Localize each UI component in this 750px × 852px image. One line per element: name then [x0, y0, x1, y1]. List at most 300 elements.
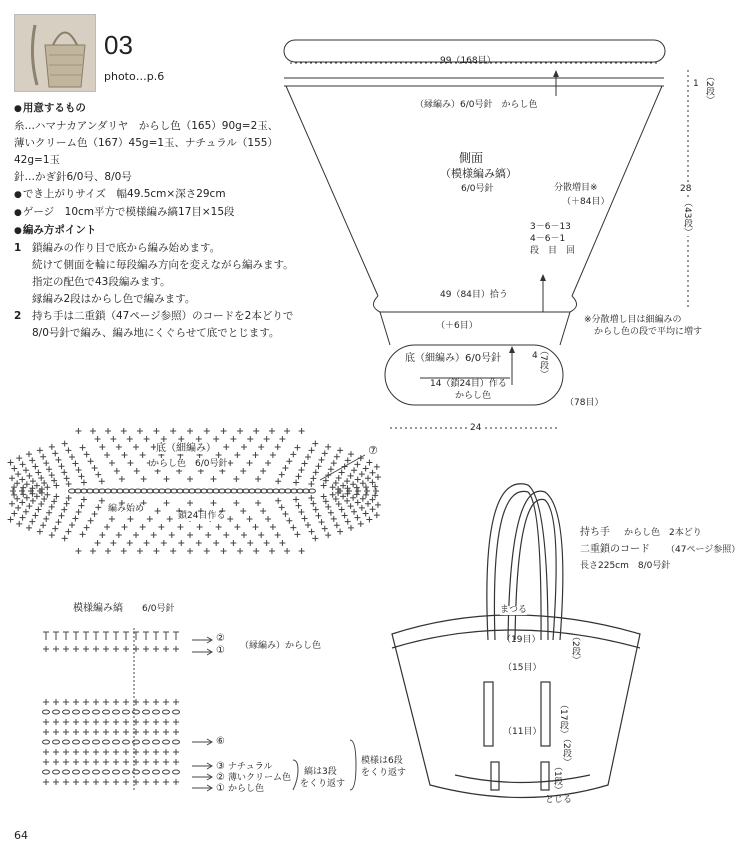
stitch-mark	[322, 526, 328, 532]
stitch-mark	[140, 452, 146, 458]
stitch-mark	[247, 516, 253, 522]
base-chart-color: からし色 6/0号針	[150, 459, 228, 469]
stitch-mark	[143, 646, 149, 652]
stitch-mark	[105, 548, 111, 554]
stitch-mark	[286, 458, 292, 464]
stitch-mark	[253, 548, 259, 554]
stitch-mark	[345, 485, 351, 491]
stitch-mark	[233, 500, 239, 506]
stitch-mark	[20, 515, 26, 521]
handle-19-stitches: （19目）	[502, 635, 541, 645]
handle-color: からし色 2本どり	[624, 528, 702, 538]
stitch-mark	[365, 475, 371, 481]
stitch-mark	[363, 511, 369, 517]
stitch-chart-hook: 6/0号針	[142, 604, 175, 614]
stitch-mark	[55, 519, 61, 525]
stitch-mark	[173, 729, 179, 735]
pattern-number: 03	[104, 30, 133, 60]
stitch-mark	[16, 521, 22, 527]
stitch-mark	[114, 468, 120, 474]
materials-title: ● 用意するもの	[14, 100, 344, 118]
stitch-mark	[319, 519, 325, 525]
stitch-mark	[49, 532, 55, 538]
stitch-mark	[123, 719, 129, 725]
stitch-mark	[26, 525, 32, 531]
stitch-mark	[83, 749, 89, 755]
stitch-mark	[355, 477, 361, 483]
base-title: 底（細編み）6/0号針	[405, 353, 502, 364]
chain-mark	[93, 740, 100, 744]
stitch-mark	[163, 719, 169, 725]
stitch-mark	[23, 467, 29, 473]
stitch-mark	[360, 496, 366, 502]
edge-label: （縁編み）6/0号針 からし色	[415, 100, 538, 110]
yarn-line-1: 糸…ハマナカアンダリヤ からし色（165）90g=2玉、	[14, 120, 279, 132]
base-chain-label: 14（鎖24目）作る	[430, 379, 507, 389]
step-1-text-c: 指定の配色で43段編みます。	[32, 276, 171, 288]
stitch-mark	[374, 512, 380, 518]
stitch-mark	[80, 531, 86, 537]
chain-mark	[83, 710, 90, 714]
top-width-label: 99（168目）	[440, 56, 496, 66]
stitch-mark	[153, 779, 159, 785]
stitch-mark	[103, 719, 109, 725]
stitch-mark	[337, 529, 343, 535]
stitch-mark	[76, 509, 82, 515]
stitch-mark	[16, 455, 22, 461]
stitch-mark	[43, 646, 49, 652]
stitch-mark	[328, 510, 334, 516]
stitch-mark	[173, 719, 179, 725]
stitch-mark	[227, 516, 233, 522]
chain-mark	[113, 770, 120, 774]
stitch-mark	[370, 470, 376, 476]
stitch-mark	[258, 444, 264, 450]
stitch-mark	[127, 540, 133, 546]
stitch-mark	[237, 428, 243, 434]
stitch-mark	[116, 532, 122, 538]
stitch-mark	[204, 548, 210, 554]
tall-stitch-mark	[83, 632, 89, 640]
stitch-mark	[279, 472, 285, 478]
side-pattern: （模様編み縞）	[440, 167, 517, 180]
stitch-mark	[61, 507, 67, 513]
stitch-mark	[253, 524, 259, 530]
stitch-mark	[178, 436, 184, 442]
stitch-mark	[95, 472, 101, 478]
stitch-mark	[113, 759, 119, 765]
stitch-mark	[43, 749, 49, 755]
stitch-mark	[247, 436, 253, 442]
stitch-mark	[43, 699, 49, 705]
stitch-mark	[240, 468, 246, 474]
stitch-mark	[63, 646, 69, 652]
color-cream: 薄いクリーム色	[228, 773, 292, 783]
stitch-mark	[350, 495, 356, 501]
stitch-mark	[153, 548, 159, 554]
side-hook: 6/0号針	[461, 184, 494, 194]
stitch-mark	[309, 447, 315, 453]
stitch-mark	[308, 495, 314, 501]
stitch-mark	[161, 540, 167, 546]
tall-stitch-mark	[63, 632, 69, 640]
stitch-mark	[123, 646, 129, 652]
stitch-mark	[93, 749, 99, 755]
stitch-mark	[73, 759, 79, 765]
stitch-mark	[127, 460, 133, 466]
stitch-mark	[345, 491, 351, 497]
stitch-mark	[52, 526, 58, 532]
stitch-mark	[173, 779, 179, 785]
handle-cord: 二重鎖のコード	[580, 544, 650, 555]
stitch-mark	[282, 465, 288, 471]
stitch-mark	[53, 729, 59, 735]
chain-mark	[83, 740, 90, 744]
stitch-mark	[46, 510, 52, 516]
stitch-mark	[355, 499, 361, 505]
stitch-mark	[363, 492, 369, 498]
stitch-mark	[369, 497, 375, 503]
stitch-mark	[32, 464, 38, 470]
stitch-mark	[163, 759, 169, 765]
note-line-1: ※分散増し目は細編みの	[584, 315, 682, 325]
stitch-mark	[313, 507, 319, 513]
chain-mark	[123, 770, 130, 774]
stitch-mark	[58, 513, 64, 519]
stitch-mark	[53, 749, 59, 755]
chain-mark	[123, 740, 130, 744]
stitch-mark	[103, 749, 109, 755]
stitch-mark	[294, 531, 300, 537]
stitch-mark	[164, 500, 170, 506]
stitch-mark	[258, 532, 264, 538]
stitch-mark	[234, 452, 240, 458]
stitch-mark	[52, 450, 58, 456]
handle-17-rows: （17段）	[558, 700, 568, 739]
chain-mark	[173, 710, 180, 714]
chain-mark	[73, 710, 80, 714]
base-chart-chain: 鎖24目作る	[178, 511, 226, 521]
stitch-mark	[369, 479, 375, 485]
chain-mark	[173, 770, 180, 774]
stitch-mark	[41, 496, 47, 502]
tall-stitch-mark	[173, 632, 179, 640]
stitch-mark	[270, 524, 276, 530]
stripe-note-1: 縞は3段	[304, 767, 337, 777]
stitch-mark	[65, 529, 71, 535]
stitch-mark	[230, 436, 236, 442]
stitch-mark	[233, 476, 239, 482]
stitch-mark	[364, 488, 370, 494]
stitch-mark	[345, 519, 351, 525]
stitch-mark	[127, 516, 133, 522]
row-1b-marker: ①	[216, 783, 225, 794]
points-title: ● 編み方ポイント	[14, 222, 344, 240]
stitch-mark	[302, 515, 308, 521]
stitch-mark	[15, 471, 21, 477]
base-rows-note: （7段）	[538, 346, 548, 379]
stitch-mark	[240, 508, 246, 514]
stitch-mark	[53, 719, 59, 725]
tall-stitch-mark	[163, 632, 169, 640]
stitch-mark	[14, 496, 20, 502]
stitch-mark	[197, 524, 203, 530]
stitch-mark	[73, 749, 79, 755]
stitch-mark	[296, 473, 302, 479]
base-color-label: からし色	[455, 391, 492, 401]
stitch-mark	[348, 451, 354, 457]
yarn-line-3: 42g=1玉	[14, 154, 61, 166]
stitch-mark	[127, 436, 133, 442]
increase-count: （＋84目）	[562, 197, 610, 207]
stitch-mark	[359, 471, 365, 477]
stitch-mark	[360, 480, 366, 486]
stitch-mark	[72, 461, 78, 467]
stitch-mark	[93, 699, 99, 705]
stitch-mark	[275, 478, 281, 484]
stitch-mark	[265, 516, 271, 522]
stitch-mark	[269, 428, 275, 434]
chain-mark	[93, 770, 100, 774]
stitch-mark	[330, 484, 336, 490]
stitch-mark	[20, 461, 26, 467]
row6-arrow	[192, 739, 212, 745]
stitch-mark	[173, 749, 179, 755]
stitch-mark	[99, 498, 105, 504]
stitch-mark	[164, 476, 170, 482]
stitch-mark	[78, 473, 84, 479]
repeat-bracket	[350, 740, 356, 790]
stitch-mark	[66, 481, 72, 487]
stitch-mark	[19, 488, 25, 494]
stitch-mark	[99, 478, 105, 484]
stitch-mark	[137, 428, 143, 434]
stitch-mark	[153, 699, 159, 705]
stitch-mark	[66, 495, 72, 501]
stitch-mark	[348, 503, 354, 509]
stitch-mark	[83, 719, 89, 725]
stitch-mark	[163, 749, 169, 755]
stitch-mark	[43, 460, 49, 466]
stitch-mark	[241, 444, 247, 450]
stitch-mark	[137, 548, 143, 554]
handle-right-inner	[515, 499, 556, 640]
stitch-mark	[20, 491, 26, 497]
stitch-mark	[69, 454, 75, 460]
stitch-mark	[221, 428, 227, 434]
stitch-mark	[264, 540, 270, 546]
stitch-chart-title: 模様編み縞	[73, 603, 123, 614]
stitch-mark	[312, 535, 318, 541]
stitch-mark	[319, 457, 325, 463]
stitch-mark	[109, 516, 115, 522]
stitch-mark	[325, 444, 331, 450]
stitch-mark	[73, 719, 79, 725]
chain-mark	[163, 770, 170, 774]
stitch-mark	[104, 452, 110, 458]
stitch-mark	[230, 540, 236, 546]
row3-arrow	[192, 763, 212, 769]
stitch-mark	[354, 485, 360, 491]
stitch-mark	[296, 503, 302, 509]
stitch-mark	[19, 477, 25, 483]
stitch-mark	[63, 729, 69, 735]
stitch-mark	[161, 436, 167, 442]
chain-mark	[153, 770, 160, 774]
stitch-mark	[69, 522, 75, 528]
edge-rows: 1	[693, 79, 699, 89]
stitch-mark	[354, 515, 360, 521]
stitch-mark	[92, 465, 98, 471]
stitch-mark	[213, 540, 219, 546]
stitch-mark	[83, 729, 89, 735]
stitch-mark	[255, 500, 261, 506]
stitch-mark	[105, 428, 111, 434]
stitch-mark	[316, 463, 322, 469]
stitch-mark	[113, 646, 119, 652]
stitch-mark	[351, 467, 357, 473]
stitch-mark	[109, 460, 115, 466]
stitch-mark	[305, 522, 311, 528]
stitch-mark	[88, 458, 94, 464]
stitch-mark	[8, 459, 14, 465]
stitch-mark	[26, 473, 32, 479]
increase-row-3: 段 目 回	[530, 246, 576, 256]
chain-mark	[163, 740, 170, 744]
stitch-mark	[90, 548, 96, 554]
stitch-mark	[83, 699, 89, 705]
stitch-mark	[187, 500, 193, 506]
stitch-mark	[38, 501, 44, 507]
stitch-mark	[113, 719, 119, 725]
stitch-mark	[53, 699, 59, 705]
stitch-mark	[216, 524, 222, 530]
stitch-mark	[11, 484, 17, 490]
height-rows: （43段）	[682, 198, 692, 237]
row2b-arrow	[192, 774, 212, 780]
stitch-mark	[286, 518, 292, 524]
stitch-mark	[158, 524, 164, 530]
tall-stitch-mark	[53, 632, 59, 640]
base-width-label: 24	[467, 424, 484, 433]
stitch-mark	[340, 483, 346, 489]
stitch-mark	[44, 484, 50, 490]
handle-2b-rows: （2段）	[561, 734, 571, 767]
stitch-mark	[255, 476, 261, 482]
color-mustard: からし色	[228, 784, 265, 794]
handle-length: 長さ225cm 8/0号針	[580, 561, 671, 571]
handle-attach-label: まつる	[500, 605, 528, 615]
chain-mark	[93, 710, 100, 714]
stitch-mark	[110, 436, 116, 442]
stitch-mark	[309, 529, 315, 535]
stitch-mark	[275, 444, 281, 450]
row-2b-marker: ②	[216, 772, 225, 783]
stitch-mark	[95, 540, 101, 546]
stitch-mark	[26, 503, 32, 509]
stitch-mark	[38, 475, 44, 481]
stitch-mark	[325, 532, 331, 538]
hook-line: 針…かぎ針6/0号、8/0号	[14, 171, 132, 183]
stitch-mark	[153, 719, 159, 725]
side-arrow-head	[540, 274, 546, 281]
stitch-mark	[78, 503, 84, 509]
stitch-mark	[373, 488, 379, 494]
step-2-text-b: 8/0号針で編み、編み地にくぐらせて底でとじます。	[32, 327, 280, 339]
stitch-mark	[26, 451, 32, 457]
stitch-mark	[328, 466, 334, 472]
stitch-mark	[294, 445, 300, 451]
stitch-mark	[370, 506, 376, 512]
stitch-mark	[49, 504, 55, 510]
stitch-mark	[284, 548, 290, 554]
stitch-mark	[210, 500, 216, 506]
stitch-mark	[90, 428, 96, 434]
stitch-mark	[103, 779, 109, 785]
stitch-mark	[65, 447, 71, 453]
stitch-mark	[75, 548, 81, 554]
step-1-number: 1	[14, 242, 22, 254]
stitch-mark	[123, 729, 129, 735]
stitch-mark	[72, 515, 78, 521]
stitch-mark	[279, 436, 285, 442]
stitch-mark	[41, 480, 47, 486]
chain-mark	[153, 740, 160, 744]
stitch-mark	[73, 646, 79, 652]
chain-mark	[143, 710, 150, 714]
edge-color-label: （縁編み）からし色	[240, 641, 322, 651]
stitch-mark	[119, 476, 125, 482]
stitch-mark	[308, 481, 314, 487]
stripe-bracket	[293, 760, 298, 790]
edge-arrow-head	[553, 70, 559, 77]
stitch-mark	[293, 480, 299, 486]
page-number: 64	[14, 829, 28, 842]
tall-stitch-mark	[143, 632, 149, 640]
stitch-mark	[103, 646, 109, 652]
gauge-line: ● ゲージ 10cm平方で模様編み縞17目×15段	[14, 204, 344, 222]
handle-slot-left	[484, 682, 493, 746]
stitch-mark	[81, 480, 87, 486]
step-2-number: 2	[14, 310, 22, 322]
stitch-mark	[83, 759, 89, 765]
stitch-mark	[19, 499, 25, 505]
handle-end-right	[541, 762, 549, 790]
stitch-mark	[34, 493, 40, 499]
stitch-mark	[187, 476, 193, 482]
handle-15-stitches: （15目）	[503, 663, 542, 673]
handle-end-left	[491, 762, 499, 790]
repeat-note-2: をくり返す	[361, 768, 407, 778]
stitch-mark	[35, 507, 41, 513]
chain-mark	[43, 770, 50, 774]
stitch-mark	[123, 779, 129, 785]
increase-title: 分散増目※	[554, 183, 598, 193]
stitch-mark	[121, 524, 127, 530]
stitch-mark	[134, 468, 140, 474]
stitch-mark	[75, 428, 81, 434]
stitch-mark	[290, 451, 296, 457]
row-1-marker: ①	[216, 645, 225, 656]
yarn-line-2: 薄いクリーム色（167）45g=1玉、ナチュラル（155）	[14, 137, 278, 149]
stitch-mark	[30, 478, 36, 484]
stitch-mark	[44, 492, 50, 498]
stitch-mark	[163, 646, 169, 652]
handle-cord-ref: （47ページ参照）	[666, 545, 741, 555]
stitch-mark	[53, 646, 59, 652]
chain-mark	[63, 740, 70, 744]
stitch-mark	[264, 436, 270, 442]
